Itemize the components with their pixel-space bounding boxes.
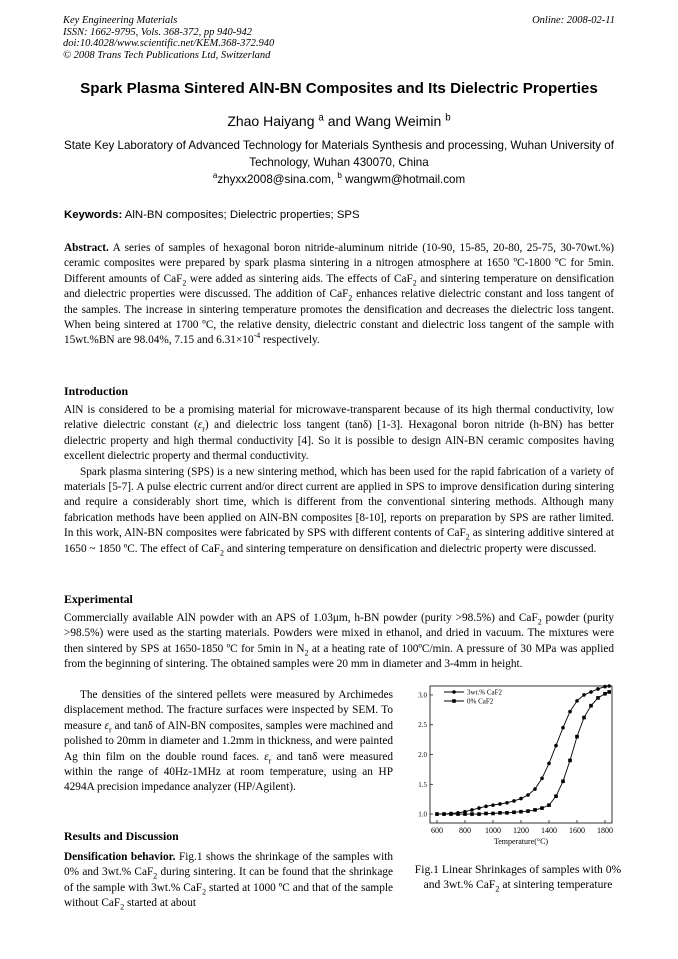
paper-title: Spark Plasma Sintered AlN-BN Composites and Its Dielectric Properties: [80, 80, 598, 97]
data-point: [491, 812, 495, 816]
doi: doi:10.4028/www.scientific.net/KEM.368-372.940: [63, 38, 275, 49]
exp-text: at a heating rate of 100ºC/min. A pressure of 30 MPa was applied from the beginning of sintering. The obtained samples were 20 mm in diameter and 3-4mm in height.: [64, 642, 615, 671]
data-point: [449, 812, 453, 816]
data-point: [589, 704, 593, 708]
data-point: [589, 690, 593, 694]
data-point: [526, 793, 530, 797]
data-point: [533, 787, 537, 791]
legend-marker: [452, 690, 456, 694]
subscript: 2: [182, 278, 187, 288]
abstract-text: A series of samples of hexagonal boron nitride-aluminum nitride (10-90, 15-85, 20-80, 25-75, 30-70wt.%) ceramic composites were prepared by spark plasma sintering in a nitrogen atmosphere at 1650 ºC-1800 ºC for 5min. Different amounts of CaF: [64, 242, 614, 285]
caption-text: Fig.1 Linear Shrinkages of samples with 0% and 3wt.% CaF: [414, 863, 622, 892]
data-point: [435, 812, 439, 816]
y-tick-label: 2.0: [418, 751, 427, 759]
keywords: [64, 209, 360, 221]
caption-text: at sintering temperature: [499, 878, 613, 892]
subscript: 2: [495, 884, 500, 894]
results-text: during sintering. It can be found that the shrinkage of the sample with 3wt.% CaF: [64, 866, 394, 894]
abstract-text: were added as sintering aids. The effects of CaF: [186, 272, 413, 285]
data-point: [603, 685, 607, 689]
data-point: [575, 735, 579, 739]
author-sup: b: [445, 112, 451, 124]
x-tick-label: 1800: [597, 826, 613, 835]
data-point: [477, 806, 481, 810]
section-heading-results: Results and Discussion: [64, 829, 179, 843]
exp-text: Commercially available AlN powder with an APS of 1.03μm, h-BN powder (purity >98.5%) and CaF: [64, 612, 538, 624]
data-point: [512, 810, 516, 814]
data-point: [505, 811, 509, 815]
intro-text: as sintering additive sintered at 1650 ~ 1850 ºC. The effect of CaF: [64, 527, 614, 555]
abstract-text: and sintering temperature on densification and dielectric properties were discussed. The addition of CaF: [64, 272, 614, 301]
data-point: [484, 805, 488, 809]
y-tick-label: 2.5: [418, 721, 427, 730]
y-tick-label: 3.0: [418, 691, 427, 700]
subscript: 2: [304, 648, 309, 658]
intro-text: ) and dielectric loss tangent (tanδ) [1-3]. Hexagonal boron nitride (h-BN) has better dielectric property and high thermal conductivity [4]. So it is possible to design AlN-BN ceramic composites having excellent dielectric property and thermal conductivity.: [64, 419, 614, 463]
data-point: [568, 710, 572, 714]
plot-frame: [430, 686, 612, 823]
email-sup: a: [212, 171, 218, 181]
journal-name: Key Engineering Materials: [63, 15, 178, 26]
x-tick-label: 1400: [541, 826, 557, 835]
data-point: [491, 803, 495, 807]
data-point: [596, 687, 600, 691]
data-point: [603, 692, 607, 696]
experimental-body-2: [64, 688, 393, 796]
data-point: [456, 812, 460, 816]
x-tick-label: 600: [431, 826, 443, 835]
subscript: 2: [412, 278, 417, 288]
exp-text: and tanδ were measured within the range of 40Hz-1MHz at room temperature, using an HP 4294A precision impedance analyzer (HP/Agilent).: [64, 750, 393, 794]
subscript: 2: [220, 547, 224, 557]
authors: [40, 113, 638, 129]
data-point: [540, 777, 544, 781]
subscript: 2: [120, 902, 125, 912]
data-point: [582, 716, 586, 720]
abstract-text: enhances relative dielectric constant and loss tangent of the samples. The increase in sintering temperature promotes the densification and decreases the dielectric loss tangent. When being sintered at 1700 ºC, the relative density, dielectric constant and dielectric loss tangent of the sample with 15wt.%BN are 98.04%, 7.15 and 6.31×10: [64, 288, 614, 347]
author-name: Zhao Haiyang: [227, 113, 315, 129]
data-point: [442, 812, 446, 816]
legend-label: 3wt.% CaF2: [467, 688, 502, 697]
exp-text: The densities of the sintered pellets were measured by Archimedes displacement method. The fracture surfaces were inspected by SEM. To measure: [64, 689, 393, 732]
data-point: [463, 812, 467, 816]
subsection-label: Densification behavior.: [64, 851, 176, 863]
keywords-label: Keywords:: [64, 209, 123, 221]
intro-text: AlN is considered to be a promising material for microwave-transparent because of its high thermal conductivity, low relative dielectric constant (: [64, 404, 614, 432]
subscript: 2: [537, 617, 542, 627]
epsilon-symbol: ε: [264, 750, 269, 763]
series-line: [437, 692, 609, 814]
intro-text: and sintering temperature on densification and dielectric property were discussed.: [224, 542, 597, 555]
data-point: [575, 699, 579, 703]
data-point: [582, 693, 586, 697]
data-point: [498, 811, 502, 815]
subscript: r: [108, 725, 112, 735]
series-line: [437, 686, 609, 814]
abstract-label: Abstract.: [64, 242, 109, 254]
data-point: [607, 684, 611, 688]
data-point: [554, 744, 558, 748]
introduction-body: [64, 403, 614, 557]
x-tick-label: 1600: [569, 826, 585, 835]
data-point: [607, 690, 611, 694]
data-point: [512, 799, 516, 803]
data-point: [561, 726, 565, 730]
email-sup: b: [337, 171, 342, 181]
x-tick-label: 1200: [513, 826, 529, 835]
email-link[interactable]: wangwm@hotmail.com: [345, 173, 466, 186]
results-text: Fig.1 shows the shrinkage of the samples with 0% and 3wt.% CaF: [64, 851, 393, 879]
subscript: r: [202, 424, 205, 434]
abstract: [64, 241, 614, 349]
data-point: [540, 806, 544, 810]
legend-label: 0% CaF2: [467, 697, 494, 706]
issn: ISSN: 1662-9795, Vols. 368-372, pp 940-942: [63, 26, 252, 38]
data-point: [568, 759, 572, 763]
data-point: [554, 794, 558, 798]
data-point: [470, 808, 474, 812]
affiliation: State Key Laboratory of Advanced Technology for Materials Synthesis and processing, Wuhan University of Technology, Wuhan 430070, China: [64, 139, 614, 169]
experimental-body-1: [64, 611, 614, 673]
section-heading-experimental: Experimental: [64, 592, 133, 606]
y-tick-label: 1.0: [418, 810, 427, 819]
shrinkage-chart: [400, 680, 620, 850]
abstract-text: respectively.: [260, 334, 320, 347]
data-point: [484, 812, 488, 816]
subscript: r: [268, 755, 272, 765]
data-point: [505, 801, 509, 805]
x-tick-label: 1000: [485, 826, 501, 835]
y-tick-label: 1.5: [418, 780, 427, 789]
legend-marker: [452, 699, 456, 703]
journal-header: [63, 15, 274, 61]
epsilon-symbol: ε: [104, 719, 109, 732]
data-point: [519, 810, 523, 814]
subscript: 2: [202, 887, 207, 897]
subscript: 2: [465, 532, 470, 542]
subscript: 2: [153, 871, 158, 881]
data-point: [477, 812, 481, 816]
subscript: 2: [348, 293, 353, 303]
figure-caption: [408, 862, 628, 893]
intro-text: Spark plasma sintering (SPS) is a new sintering method, which has been used for the rapid fabrication of a variety of materials [5-7]. A pulse electric current and/or direct current are applied in SPS to improve densification during sintering and require a considerably short time, which is different from the conventional sintering methods. Although many fabrication methods have been applied on AlN-BN composites [8-10], reports on preparation by SPS are rather limited. In this work, AlN-BN composites were fabricated by SPS with different contents of CaF: [64, 465, 614, 540]
author-name: Wang Weimin: [354, 113, 442, 129]
x-tick-label: 800: [459, 826, 471, 835]
author-and: and: [327, 113, 352, 129]
data-point: [533, 808, 537, 812]
section-heading-introduction: Introduction: [64, 384, 129, 398]
x-axis-label: Temperature(°C): [493, 837, 549, 846]
author-emails: [40, 173, 638, 186]
keywords-text: AlN-BN composites; Dielectric properties; SPS: [124, 209, 360, 221]
data-point: [547, 803, 551, 807]
data-point: [519, 797, 523, 801]
data-point: [596, 696, 600, 700]
author-sup: a: [318, 112, 324, 124]
copyright: © 2008 Trans Tech Publications Ltd, Switzerland: [63, 49, 271, 61]
data-point: [561, 780, 565, 784]
results-body: [64, 850, 393, 912]
exp-text: powder (purity >98.5%) were used as the starting materials. Powders were mixed in ethanol, and dried in vacuum. The mixtures were then sintered by SPS at 1650-1850 ºC for 5min in N: [64, 612, 614, 655]
data-point: [470, 812, 474, 816]
results-text: started at 1000 ºC and that of the sample without CaF: [64, 881, 393, 910]
exp-text: and tanδ of AlN-BN composites, samples were machined and polished to 20mm in diameter and 1.2mm in thickness, and were painted Ag thin film on the double round faces.: [64, 719, 393, 763]
results-text: started at about: [124, 897, 196, 910]
data-point: [547, 762, 551, 766]
superscript: -4: [253, 331, 261, 341]
data-point: [526, 809, 530, 813]
epsilon-symbol: ε: [197, 419, 203, 432]
data-point: [498, 802, 502, 806]
online-date: Online: 2008-02-11: [532, 15, 615, 26]
email-link[interactable]: zhyxx2008@sina.com,: [217, 173, 335, 186]
